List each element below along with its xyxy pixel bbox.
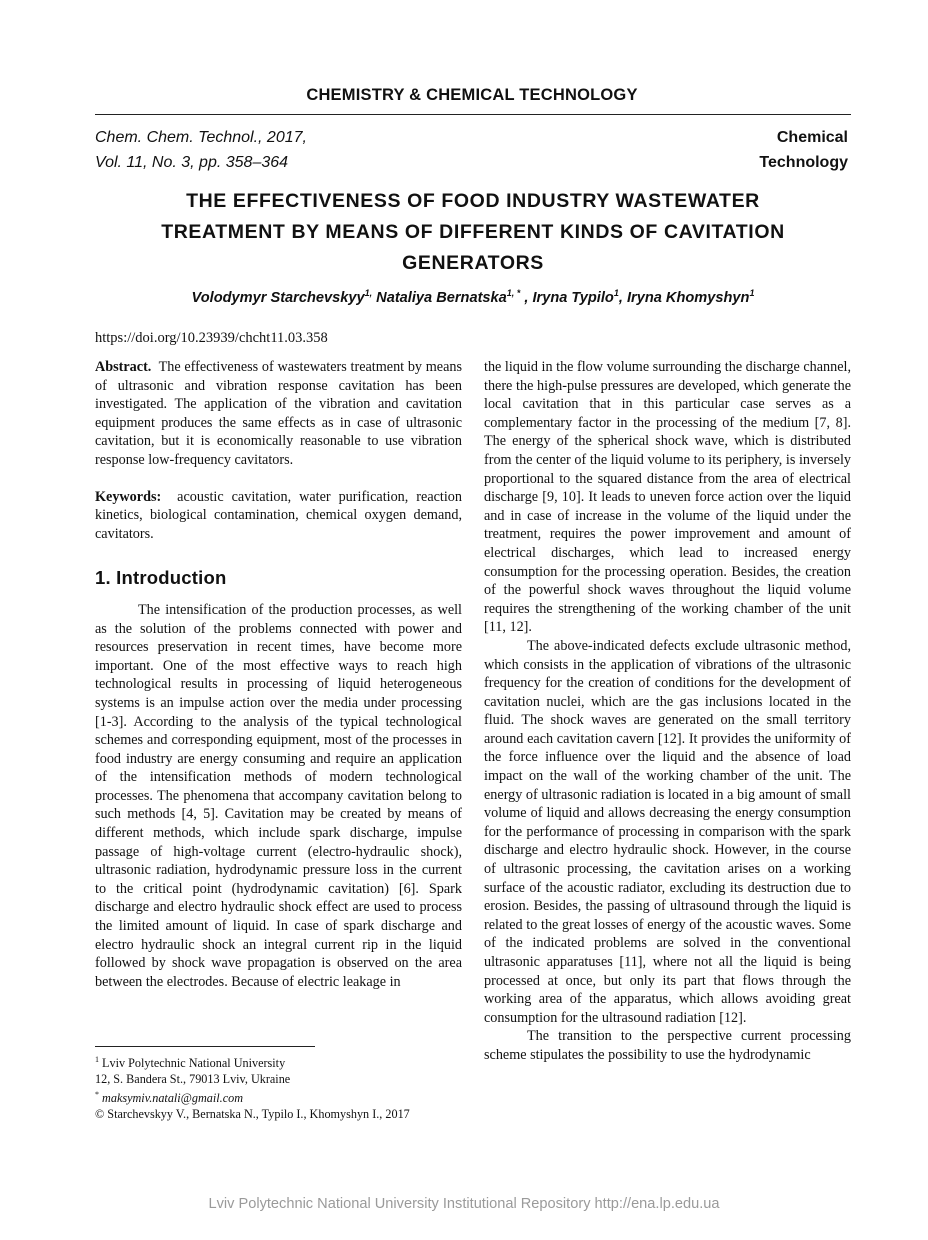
- author-affiliation-mark: 1,: [364, 288, 373, 298]
- footnote-copyright: © Starchevskyy V., Bernatska N., Typilo I., Khomyshyn I., 2017: [95, 1107, 410, 1122]
- abstract-text: The effectiveness of wastewaters treatment by means of ultrasonic and vibration response cavitation has been investigated. The application of the vibration and cavitation equipment produces the same effects as in case of ultrasonic cavitation, but it is economically reasonable to use vibration response low-frequency cavitators.: [95, 359, 463, 468]
- affiliation-text: Lviv Polytechnic National University: [102, 1056, 286, 1071]
- body-paragraph: The transition to the perspective current processing scheme stipulates the possibility to use the hydrodynamic: [484, 1028, 851, 1063]
- footnote-email: [95, 1087, 475, 1106]
- body-paragraph: the liquid in the flow volume surrounding the discharge channel, there the high-pulse pressures are developed, which generate the local cavitation that in this particular case serves as a complementary factor in the processing of the medium [7, 8]. The energy of the spherical shock wave, which is distributed from the center of the liquid volume to its periphery, is inversely proportional to the squared distance from the area of electrical discharge [9, 10]. It leads to uneven force action over the liquid and in case of increase in the volume of the liquid under the treatment, requires the power improvement and amount of electrical discharges, which lead to increased energy consumption for the processing operation. Besides, the creation of the powerful shock waves throughout the liquid volume requires the strengthening of the working chamber of the unit [11, 12].: [484, 359, 851, 636]
- citation-line-1: Chem. Chem. Technol., 2017,: [95, 129, 307, 146]
- intro-paragraph: The intensification of the production processes, as well as the solution of the problems connected with power and resources preservation in recent times, have become more important. One of the most effective ways to reach high technological results in processing of liquid heterogeneous systems is an impulse action over the media under processing [1-3]. According to the analysis of the typical technological schemes and corresponding equipment, most of the processes in food industry are energy consuming and require an application of the intensification methods of modern technological processes. The phenomena that accompany cavitation belong to such methods [4, 5]. Cavitation may be created by means of different methods, which include spark discharge, impulse passage of high-voltage current (electro-hydraulic shock), ultrasonic radiation, hydrodynamic pressure loss in the current to the critical point (hydrodynamic cavitation) [6]. Spark discharge and electro hydraulic shock effect are used to process the limited amount of liquid. In case of spark discharge and electro hydraulic shock an integral current rip in the liquid followed by shock wave propagation is observed on the area between the electrodes. Because of electric leakage in: [95, 601, 462, 990]
- author-name: Iryna Typilo: [532, 289, 614, 306]
- section-heading-introduction: 1. Introduction: [95, 567, 227, 589]
- footnote-mark: *: [95, 1090, 99, 1100]
- right-column: [484, 358, 851, 1065]
- author-name: Iryna Khomyshyn: [626, 289, 750, 306]
- keywords-text: acoustic cavitation, water purification, reaction kinetics, biological contamination, chemical oxygen demand, cavitators.: [95, 488, 462, 542]
- repository-watermark: Lviv Polytechnic National University Institutional Repository http://ena.lp.edu.ua: [208, 1196, 720, 1212]
- abstract: [95, 358, 462, 470]
- author-affiliation-mark: 1, *: [506, 288, 521, 298]
- title-line-1: THE EFFECTIVENESS OF FOOD INDUSTRY WASTEWATER: [186, 190, 760, 212]
- footnote-address: 12, S. Bandera St., 79013 Lviv, Ukraine: [95, 1072, 291, 1087]
- abstract-label: Abstract.: [95, 359, 152, 375]
- citation-line-2: Vol. 11, No. 3, pp. 358–364: [95, 154, 289, 171]
- author-list: [95, 288, 851, 306]
- title-line-2: TREATMENT BY MEANS OF DIFFERENT KINDS OF CAVITATION: [161, 221, 785, 243]
- left-column: [95, 358, 462, 991]
- keywords-label: Keywords:: [95, 488, 162, 505]
- citation: [95, 125, 307, 175]
- doi-link[interactable]: https://doi.org/10.23939/chcht11.03.358: [95, 330, 328, 346]
- keywords: [95, 488, 462, 544]
- author-affiliation-mark: 1: [613, 288, 619, 298]
- footnote-affiliation: [95, 1052, 475, 1071]
- title-line-3: GENERATORS: [402, 252, 544, 274]
- author-name: Nataliya Bernatska: [376, 289, 507, 306]
- author-name: Volodymyr Starchevskyy: [191, 289, 365, 306]
- section-label: [759, 125, 848, 175]
- footnote-mark: 1: [95, 1055, 99, 1064]
- header-rule: [95, 114, 851, 115]
- author-affiliation-mark: 1: [749, 288, 755, 298]
- footnotes: [95, 1052, 475, 1122]
- journal-header: CHEMISTRY & CHEMICAL TECHNOLOGY: [306, 86, 638, 104]
- body-paragraph: The above-indicated defects exclude ultrasonic method, which consists in the application of vibrations of the ultrasonic frequency for the creation of conditions for the development of cavitation nuclei, which are the gas inclusions located in the fluid. The shock waves are generated on the small territory around each cavitation cavern [12]. It provides the uniformity of the force influence over the liquid and the absence of load impact on the wall of the working chamber of the unit. The energy of ultrasonic radiation is located in a big amount of small volume of liquid and allows decreasing the energy consumption for the performance of processing in comparison with the spark discharge and electro hydraulic shock. However, in the course of ultrasonic processing, the cavitation arises on a working surface of the acoustic radiator, excluding its destruction due to erosion. Besides, the passing of ultrasound through the liquid is related to the great losses of energy of the acoustic waves. Some of the indicated problems are solved in the conventional ultrasonic apparatuses [11], where not all the liquid is being processed at once, but only its part that flows through the working area of the apparatus, which allows avoiding great consumption for the ultrasound radiation [12].: [484, 637, 851, 1026]
- paper-title: [95, 186, 851, 279]
- author-separator: ,: [520, 289, 533, 306]
- footnote-rule: [95, 1046, 315, 1047]
- author-separator: ,: [618, 289, 627, 306]
- section-label-line-2: Technology: [759, 154, 848, 171]
- email-link[interactable]: maksymiv.natali@gmail.com: [102, 1091, 244, 1106]
- section-label-line-1: Chemical: [776, 129, 848, 146]
